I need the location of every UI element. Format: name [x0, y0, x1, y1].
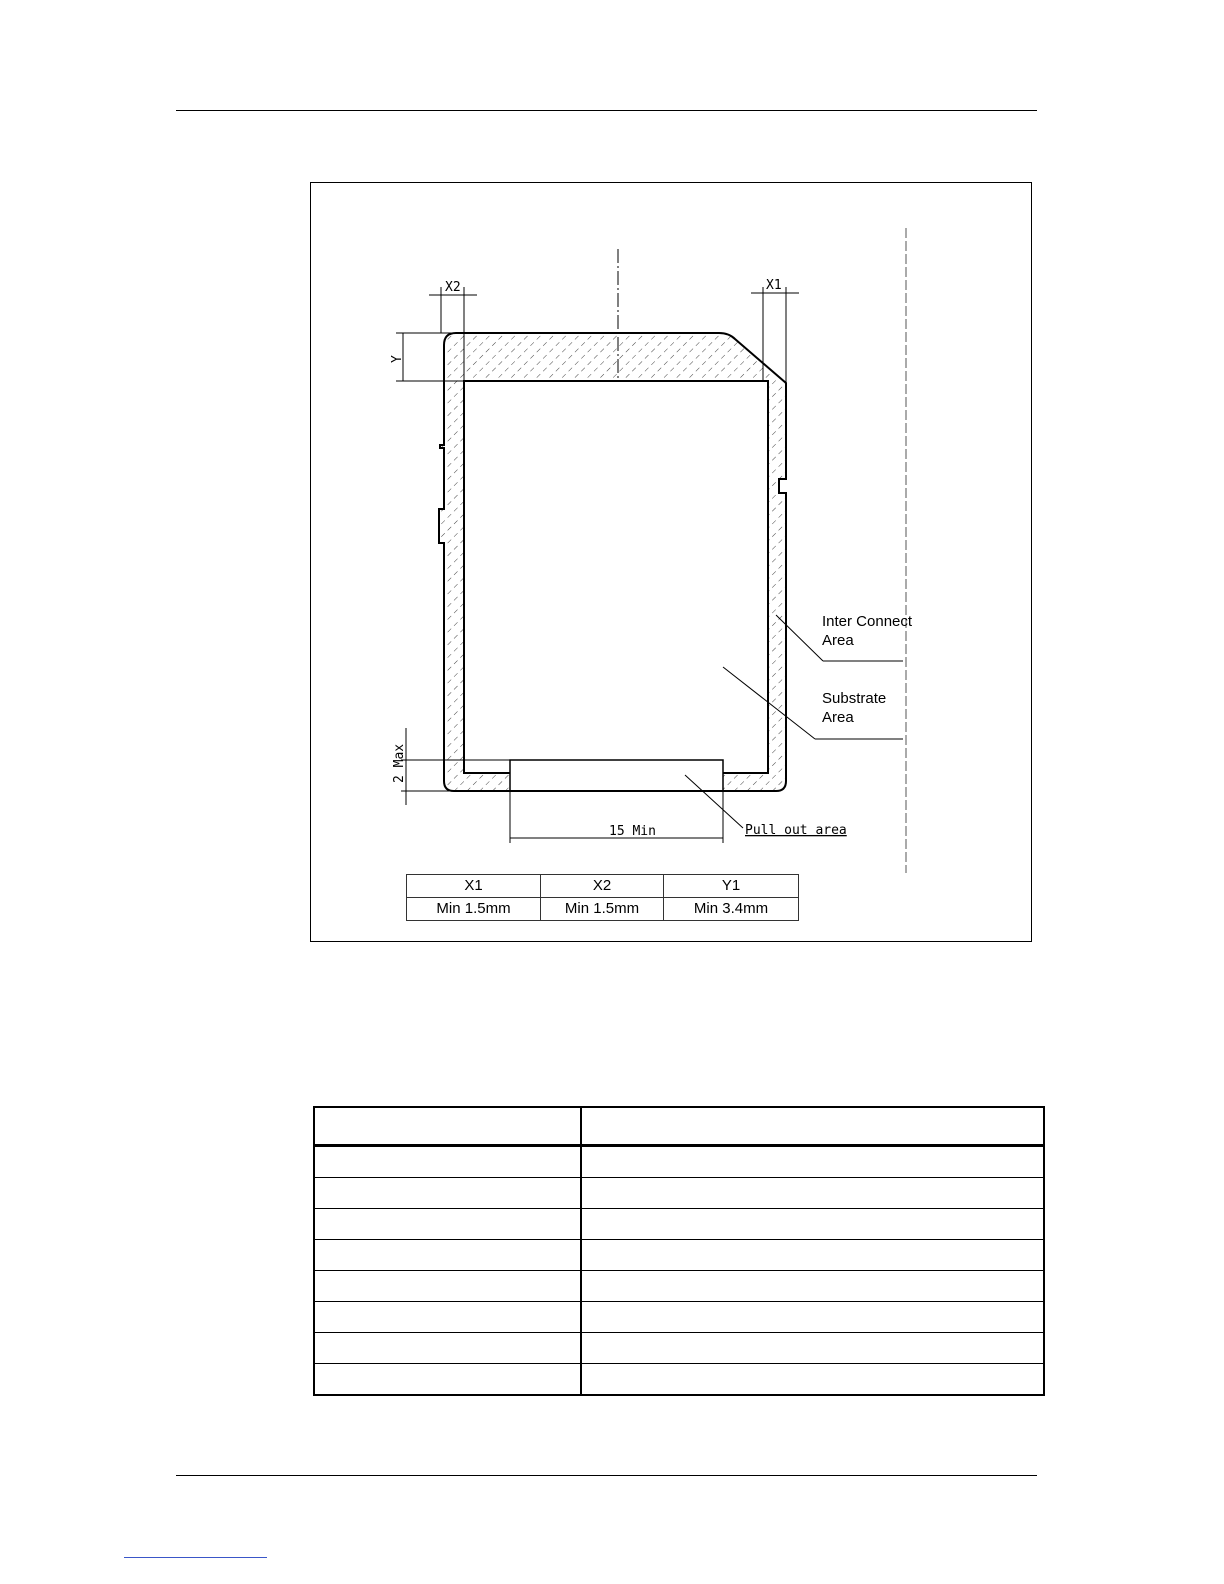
bottom-link-underline[interactable]: [124, 1557, 267, 1558]
min-dim-label: 15 Min: [609, 824, 656, 839]
spec-value-y1: Min 3.4mm: [664, 898, 799, 921]
spec-value-x2: Min 1.5mm: [541, 898, 664, 921]
footer-rule: [176, 1475, 1037, 1476]
grid-cell: [314, 1364, 581, 1396]
x2-dim-label: X2: [445, 280, 461, 295]
grid-cell: [314, 1107, 581, 1146]
grid-cell: [581, 1178, 1044, 1209]
grid-cell: [581, 1107, 1044, 1146]
grid-cell: [314, 1302, 581, 1333]
grid-row: [314, 1146, 1044, 1178]
interconnect-label-2: Area: [822, 632, 854, 649]
grid-cell: [581, 1209, 1044, 1240]
grid-row: [314, 1302, 1044, 1333]
grid-header-row: [314, 1107, 1044, 1146]
grid-cell: [314, 1240, 581, 1271]
grid-cell: [581, 1364, 1044, 1396]
header-rule: [176, 110, 1037, 111]
spec-header-x1: X1: [407, 875, 541, 898]
grid-cell: [581, 1146, 1044, 1178]
substrate-label-1: Substrate: [822, 690, 887, 707]
grid-row: [314, 1240, 1044, 1271]
grid-cell: [314, 1178, 581, 1209]
grid-cell: [581, 1333, 1044, 1364]
grid-row: [314, 1333, 1044, 1364]
spec-header-x2: X2: [541, 875, 664, 898]
y-dim-label: Y: [390, 355, 405, 363]
pullout-label: Pull out area: [745, 823, 847, 838]
grid-cell: [314, 1271, 581, 1302]
max-dim-label: 2 Max: [392, 743, 407, 783]
grid-row: [314, 1178, 1044, 1209]
grid-cell: [314, 1333, 581, 1364]
substrate-area: [464, 381, 768, 773]
grid-cell: [314, 1146, 581, 1178]
x1-dim-label: X1: [766, 278, 782, 293]
card-drawing: [311, 183, 1033, 943]
spec-value-x1: Min 1.5mm: [407, 898, 541, 921]
spec-header-y1: Y1: [664, 875, 799, 898]
grid-cell: [581, 1240, 1044, 1271]
spec-table-value-row: [407, 898, 799, 921]
spec-table-header-row: [407, 875, 799, 898]
grid-row: [314, 1271, 1044, 1302]
empty-grid-table: [313, 1106, 1045, 1396]
interconnect-label-1: Inter Connect: [822, 613, 913, 630]
grid-row: [314, 1364, 1044, 1396]
spec-table: [406, 874, 799, 921]
figure-frame: [310, 182, 1032, 942]
grid-cell: [581, 1271, 1044, 1302]
grid-cell: [314, 1209, 581, 1240]
substrate-label-2: Area: [822, 709, 854, 726]
pullout-area: [510, 760, 723, 791]
grid-cell: [581, 1302, 1044, 1333]
grid-row: [314, 1209, 1044, 1240]
